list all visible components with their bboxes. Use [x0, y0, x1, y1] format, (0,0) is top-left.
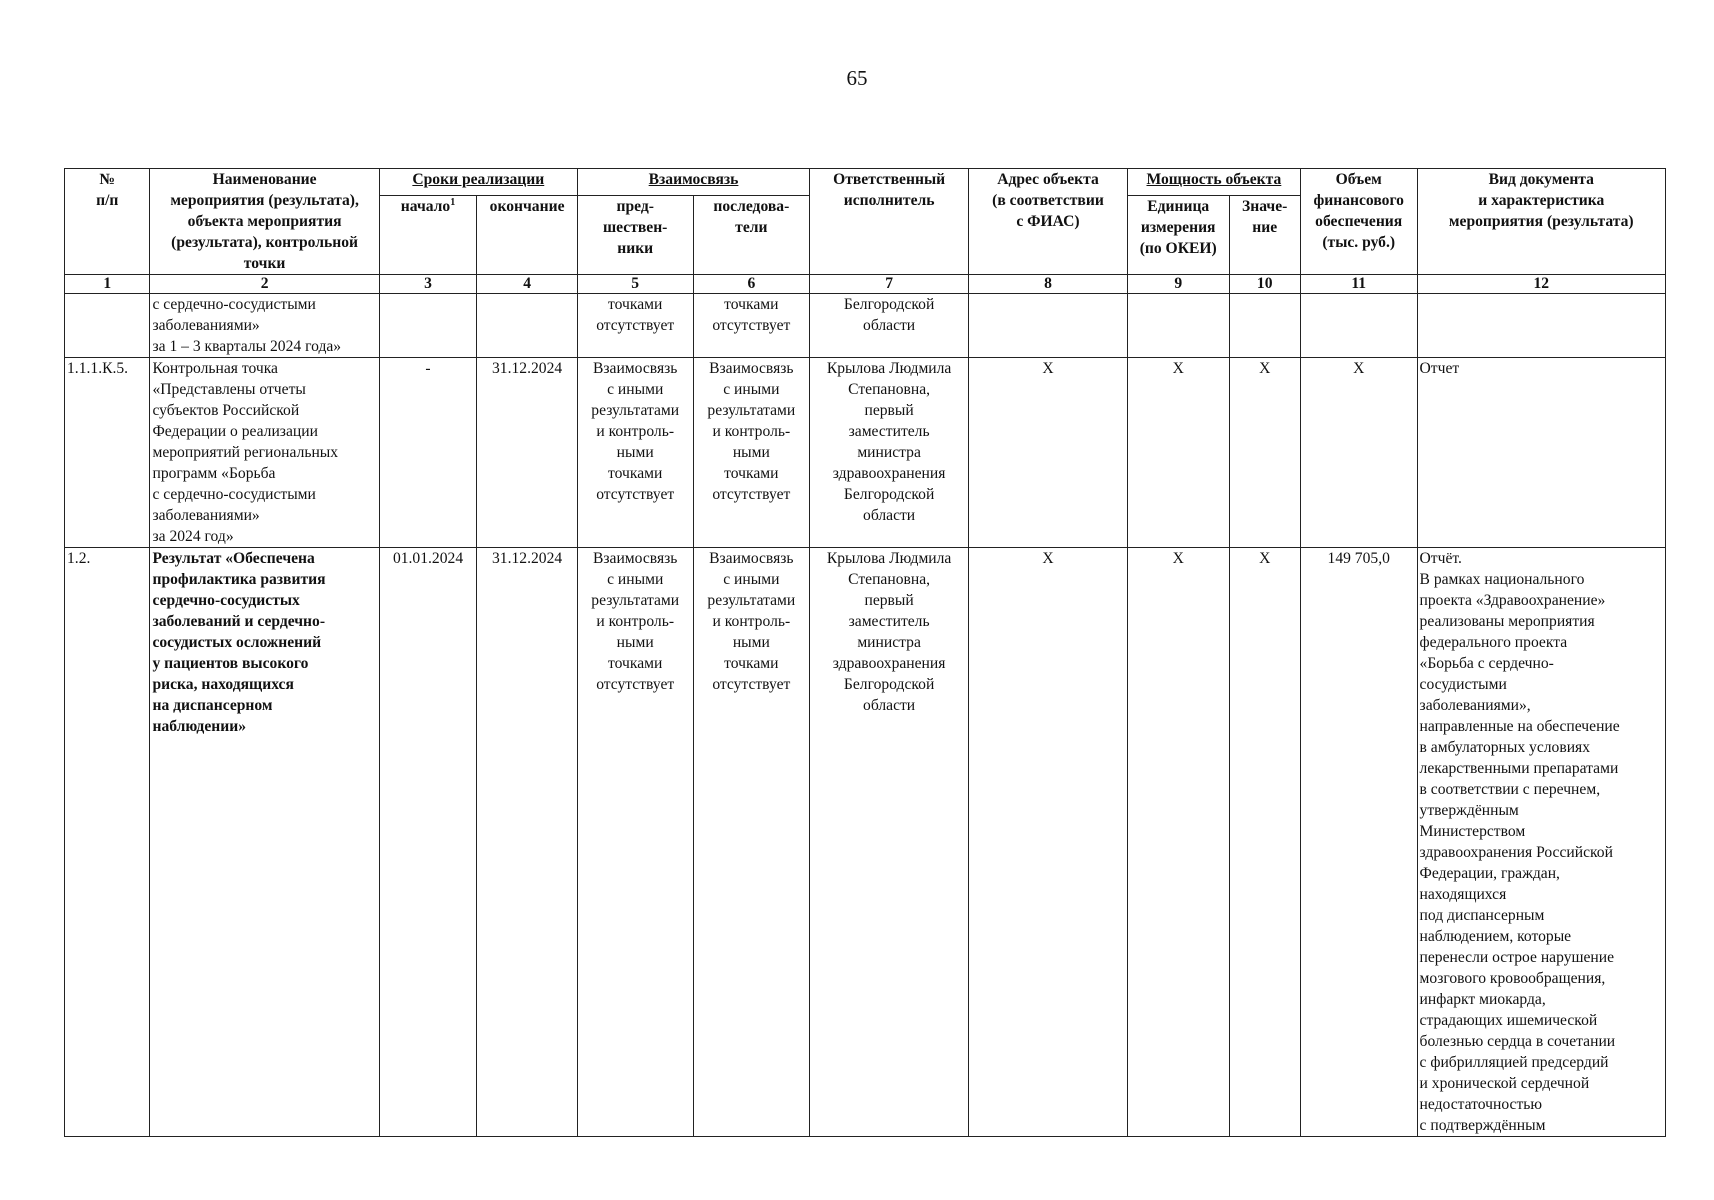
- row-successors: Взаимосвязь с иными результатами и контроль- ными точками отсутствует: [693, 548, 810, 1137]
- column-number: 7: [810, 275, 969, 294]
- column-number: 3: [379, 275, 477, 294]
- column-number: 10: [1229, 275, 1300, 294]
- row-successors: точками отсутствует: [693, 294, 810, 358]
- row-predecessors: Взаимосвязь с иными результатами и контроль- ными точками отсутствует: [577, 358, 693, 548]
- header-start-footnote: 1: [450, 196, 456, 208]
- row-start: [379, 294, 477, 358]
- column-number: 2: [150, 275, 379, 294]
- header-end: окончание: [477, 196, 578, 275]
- row-finance: X: [1300, 358, 1417, 548]
- row-address: X: [969, 358, 1128, 548]
- header-name: Наименование мероприятия (результата), объекта мероприятия (результата), контрольной точки: [150, 169, 379, 275]
- header-terms: [379, 169, 577, 196]
- row-unit: [1127, 294, 1229, 358]
- column-number: 6: [693, 275, 810, 294]
- header-num: № п/п: [65, 169, 150, 275]
- row-name: с сердечно-сосудистыми заболеваниями» за 1 – 3 кварталы 2024 года»: [150, 294, 379, 358]
- header-finance: Объем финансового обеспечения (тыс. руб.): [1300, 169, 1417, 275]
- column-number: 11: [1300, 275, 1417, 294]
- row-unit: X: [1127, 358, 1229, 548]
- row-predecessors: точками отсутствует: [577, 294, 693, 358]
- row-start: -: [379, 358, 477, 548]
- activities-table: [64, 168, 1666, 1137]
- column-number: 1: [65, 275, 150, 294]
- row-responsible: Крылова Людмила Степановна, первый заместитель министра здравоохранения Белгородской области: [810, 358, 969, 548]
- header-capacity-label: Мощность объекта: [1146, 171, 1282, 188]
- table-row: [65, 548, 1666, 1137]
- header-relation-label: Взаимосвязь: [648, 171, 739, 188]
- row-finance: [1300, 294, 1417, 358]
- column-number: 8: [969, 275, 1128, 294]
- row-num: [65, 294, 150, 358]
- header-start: [379, 196, 477, 275]
- header-start-label: начало: [400, 198, 451, 216]
- column-number: 12: [1417, 275, 1665, 294]
- row-value: X: [1229, 548, 1300, 1137]
- header-doc-type: Вид документа и характеристика мероприятия (результата): [1417, 169, 1665, 275]
- header-unit: Единица измерения (по ОКЕИ): [1127, 196, 1229, 275]
- row-predecessors: Взаимосвязь с иными результатами и контроль- ными точками отсутствует: [577, 548, 693, 1137]
- row-name: Контрольная точка «Представлены отчеты субъектов Российской Федерации о реализации мероприятий региональных программ «Борьба с сердечно-сосудистыми заболеваниями» за 2024 год»: [150, 358, 379, 548]
- row-successors: Взаимосвязь с иными результатами и контроль- ными точками отсутствует: [693, 358, 810, 548]
- row-address: [969, 294, 1128, 358]
- row-num: 1.1.1.К.5.: [65, 358, 150, 548]
- row-name: Результат «Обеспечена профилактика развития сердечно-сосудистых заболеваний и сердечно- сосудистых осложнений у пациентов высокого риска, находящихся на диспансерном наблюдении»: [150, 548, 379, 1137]
- column-number: 5: [577, 275, 693, 294]
- row-value: [1229, 294, 1300, 358]
- row-end: 31.12.2024: [477, 548, 578, 1137]
- header-address: Адрес объекта (в соответствии с ФИАС): [969, 169, 1128, 275]
- header-successors: последова- тели: [693, 196, 810, 275]
- row-value: X: [1229, 358, 1300, 548]
- table-body: [65, 275, 1666, 1137]
- row-address: X: [969, 548, 1128, 1137]
- row-start: 01.01.2024: [379, 548, 477, 1137]
- page-number: 65: [846, 66, 868, 90]
- row-doc: Отчёт. В рамках национального проекта «Здравоохранение» реализованы мероприятия федерального проекта «Борьба с сердечно- сосудистыми заболеваниями», направленные на обеспечение в амбулаторных условиях лекарственными препаратами в соответствии с перечнем, утверждённым Министерством здравоохранения Российской Федерации, граждан, находящихся под диспансерным наблюдением, которые перенесли острое нарушение мозгового кровообращения, инфаркт миокарда, страдающих ишемической болезнью сердца в сочетании с фибрилляцией предсердий и хронической сердечной недостаточностью с подтверждённым: [1417, 548, 1665, 1137]
- header-terms-label: Сроки реализации: [412, 171, 545, 188]
- row-responsible: Крылова Людмила Степановна, первый заместитель министра здравоохранения Белгородской области: [810, 548, 969, 1137]
- header-responsible: Ответственный исполнитель: [810, 169, 969, 275]
- header-capacity: [1127, 169, 1300, 196]
- column-number: 4: [477, 275, 578, 294]
- row-end: [477, 294, 578, 358]
- row-unit: X: [1127, 548, 1229, 1137]
- table-row: [65, 358, 1666, 548]
- row-doc: [1417, 294, 1665, 358]
- header-value: Значе- ние: [1229, 196, 1300, 275]
- header-relation: [577, 169, 809, 196]
- header-row-1: [65, 169, 1666, 196]
- row-num: 1.2.: [65, 548, 150, 1137]
- column-numbers-row: [65, 275, 1666, 294]
- table-row: [65, 294, 1666, 358]
- column-number: 9: [1127, 275, 1229, 294]
- row-end: 31.12.2024: [477, 358, 578, 548]
- table-header: [65, 169, 1666, 275]
- header-predecessors: пред- шествен- ники: [577, 196, 693, 275]
- row-responsible: Белгородской области: [810, 294, 969, 358]
- row-doc: Отчет: [1417, 358, 1665, 548]
- row-finance: 149 705,0: [1300, 548, 1417, 1137]
